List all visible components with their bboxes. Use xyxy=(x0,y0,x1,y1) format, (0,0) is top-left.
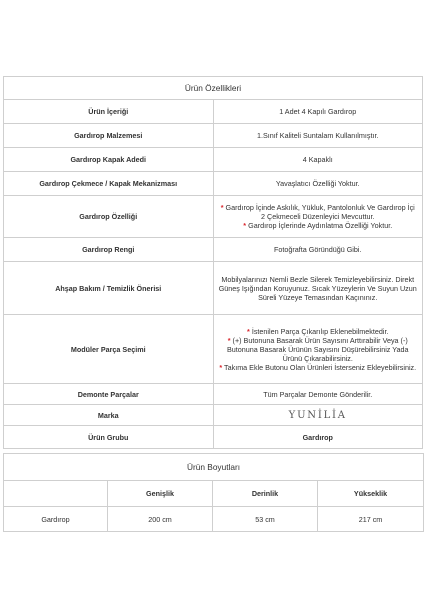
property-value-text: Takıma Ekle Butonu Olan Ürünleri İsterseniz Ekleyebilirsiniz. xyxy=(222,362,417,372)
property-value-line xyxy=(219,336,418,363)
properties-title: Ürün Özellikleri xyxy=(4,77,423,100)
product-dimensions-table xyxy=(3,453,424,532)
property-row xyxy=(4,384,423,405)
dimensions-value: 200 cm xyxy=(108,507,213,532)
property-value-text: Tüm Parçalar Demonte Gönderilir. xyxy=(263,389,373,399)
asterisk-icon: * xyxy=(247,326,250,336)
property-value-text: İstenilen Parça Çıkarılıp Eklenebilmektedir. xyxy=(249,326,389,336)
properties-title-row xyxy=(4,77,423,100)
property-value-text: Gardırop İçlerinde Aydınlatma Özelliği Yoktur. xyxy=(246,221,393,230)
property-value xyxy=(213,100,423,124)
dimensions-row xyxy=(4,507,424,532)
dimensions-title: Ürün Boyutları xyxy=(4,454,424,481)
property-value-text: Mobilyalarınızı Nemli Bezle Silerek Temizleyebilirsiniz. Direkt Güneş Işığından Koruyunuz. Sıcak Yüzeylerin Ve Suyun Uzun Süreli Yüzeye Temasından Kaçınınız. xyxy=(218,274,417,302)
property-row xyxy=(4,315,423,384)
property-value xyxy=(213,238,423,262)
property-label: Gardırop Kapak Adedi xyxy=(4,148,214,172)
dimensions-header-cell xyxy=(4,481,108,507)
property-value-text: 1.Sınıf Kaliteli Suntalam Kullanılmıştır. xyxy=(257,131,379,140)
property-label: Ürün Grubu xyxy=(4,426,214,449)
property-value-line xyxy=(219,155,418,164)
property-value xyxy=(213,405,423,426)
dimensions-value: 217 cm xyxy=(318,507,424,532)
property-value-line xyxy=(219,179,418,188)
brand-logo: YUNİLİA xyxy=(288,409,347,421)
property-value-text: Gardırop İçinde Askılık, Yükluk, Pantolonluk Ve Gardırop İçi 2 Çekmeceli Düzenleyici Mevcuttur. xyxy=(223,203,415,221)
property-label: Gardırop Çekmece / Kapak Mekanizması xyxy=(4,172,214,196)
property-value-line xyxy=(219,433,418,442)
property-value-text: 1 Adet 4 Kapılı Gardırop xyxy=(279,107,357,116)
dimensions-value: 53 cm xyxy=(213,507,318,532)
property-row xyxy=(4,262,423,315)
property-value xyxy=(213,148,423,172)
property-label: Modüler Parça Seçimi xyxy=(4,315,214,384)
property-label: Ürün İçeriği xyxy=(4,100,214,124)
property-value-line xyxy=(219,363,418,372)
asterisk-icon: * xyxy=(243,221,247,230)
dimensions-header-cell: Yükseklik xyxy=(318,481,424,507)
asterisk-icon: * xyxy=(219,362,223,372)
property-value-line xyxy=(219,221,418,230)
property-row xyxy=(4,124,423,148)
property-value-text: (+) Butonuna Basarak Ürün Sayısını Arttırabilir Veya (-) Butonuna Basarak Ürünün Sayısını Düşürebilirsiniz Yada Ürünü Çıkarabilirsiniz. xyxy=(226,335,409,363)
dimensions-row-label: Gardırop xyxy=(4,507,108,532)
property-row xyxy=(4,100,423,124)
property-row xyxy=(4,238,423,262)
property-row xyxy=(4,426,423,449)
property-value-text: Gardırop xyxy=(302,432,333,442)
property-value xyxy=(213,384,423,405)
property-value-line xyxy=(219,245,418,254)
property-value xyxy=(213,262,423,315)
property-row xyxy=(4,172,423,196)
property-row xyxy=(4,405,423,426)
property-label: Demonte Parçalar xyxy=(4,384,214,405)
property-row xyxy=(4,148,423,172)
property-value-line xyxy=(219,203,418,221)
property-value-text: 4 Kapaklı xyxy=(302,155,333,164)
property-value xyxy=(213,426,423,449)
property-label: Ahşap Bakım / Temizlik Önerisi xyxy=(4,262,214,315)
property-value xyxy=(213,124,423,148)
property-label: Gardırop Malzemesi xyxy=(4,124,214,148)
dimensions-header-row xyxy=(4,481,424,507)
asterisk-icon: * xyxy=(227,335,231,345)
property-value-line xyxy=(219,131,418,140)
property-value xyxy=(213,196,423,238)
property-value-line xyxy=(219,327,418,336)
property-value xyxy=(213,315,423,384)
asterisk-icon: * xyxy=(220,203,224,212)
property-value-text: Yavaşlatıcı Özelliği Yoktur. xyxy=(275,179,360,188)
property-value-line xyxy=(219,275,418,302)
dimensions-header-cell: Genişlik xyxy=(108,481,213,507)
property-value-line xyxy=(219,107,418,116)
product-properties-table xyxy=(3,76,423,449)
property-label: Gardırop Özelliği xyxy=(4,196,214,238)
property-row xyxy=(4,196,423,238)
dimensions-title-row xyxy=(4,454,424,481)
property-label: Marka xyxy=(4,405,214,426)
property-value-text: Fotoğrafta Göründüğü Gibi. xyxy=(274,245,362,254)
property-value xyxy=(213,172,423,196)
property-label: Gardırop Rengi xyxy=(4,238,214,262)
dimensions-header-cell: Derinlik xyxy=(213,481,318,507)
property-value-line xyxy=(219,390,418,399)
